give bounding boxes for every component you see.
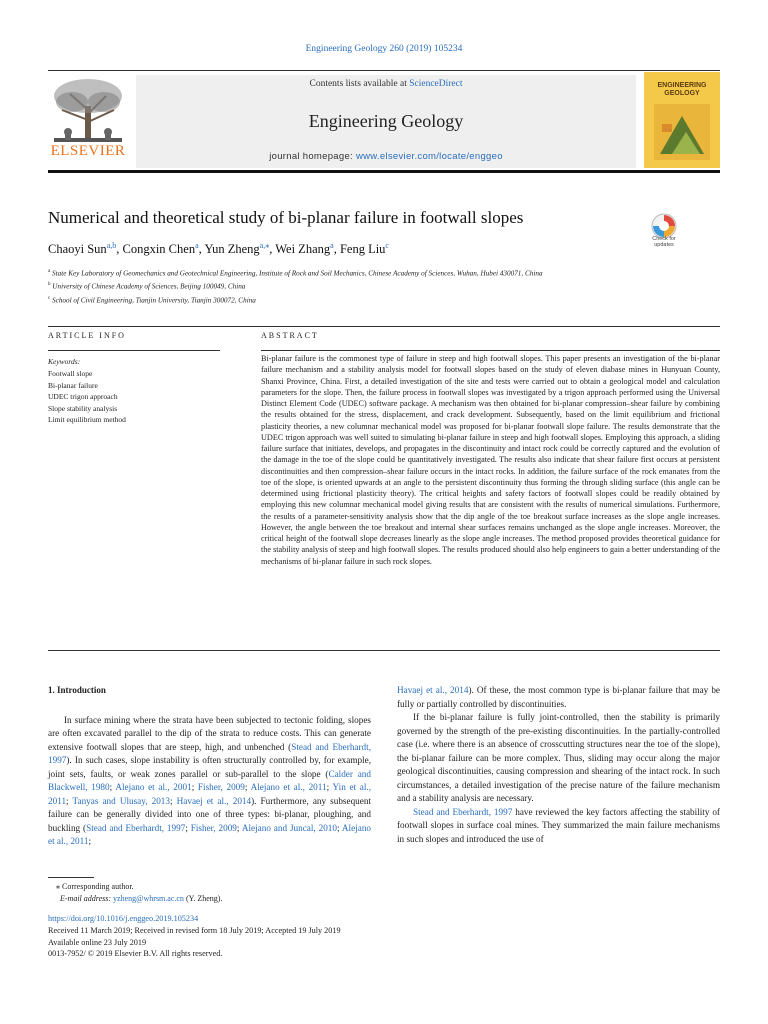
section-title-introduction: 1. Introduction (48, 685, 106, 695)
journal-citation[interactable]: Engineering Geology 260 (2019) 105234 (305, 44, 463, 54)
intro-paragraph-3 (397, 806, 720, 847)
article-info-heading: ARTICLE INFO (48, 331, 126, 340)
body-left-column (48, 684, 371, 849)
doi-link[interactable]: https://doi.org/10.1016/j.enggeo.2019.105234 (48, 914, 199, 923)
cover-title (644, 82, 720, 98)
elsevier-tree-icon (48, 76, 128, 148)
body-right-column (397, 684, 720, 846)
masthead-bottom-rule (48, 170, 720, 173)
keywords-label: Keywords: (48, 357, 81, 366)
keyword-item: Limit equilibrium method (48, 415, 126, 424)
available-online: Available online 23 July 2019 (48, 937, 147, 947)
ref-link[interactable]: Stead and Eberhardt, 1997 (413, 806, 513, 817)
keyword-item: Slope stability analysis (48, 403, 118, 413)
abstract-bottom-rule (48, 650, 720, 651)
homepage-prefix: journal homepage: (269, 151, 353, 162)
author-affiliation-mark[interactable]: a,⁎ (259, 241, 270, 250)
elsevier-logo (48, 76, 128, 168)
intro-paragraph-2: If the bi-planar failure is fully joint-controlled, then the stability is primarily governed by the strength of the pre-existing discontinuities. In the partially-controlled case (i.e. where there is an absence of crosscutting structures near the toe of the slope), the bi-planar failure can be more complex. Thus, sliding may occur along the major geological discontinuities, causing compression and shearing of the intact rock. In such circumstances, a detailed investigation of the precise nature of the failure mechanism and a stability analysis are necessary. (397, 712, 720, 803)
author-name[interactable]: Yun Zheng (204, 242, 260, 257)
received-dates: Received 11 March 2019; Received in revised form 18 July 2019; Accepted 19 July 2019 (48, 925, 341, 935)
author-affiliation-mark[interactable]: a,b (106, 241, 117, 250)
ref-link[interactable]: Fisher, 2009 (190, 822, 237, 833)
journal-name: Engineering Geology (308, 111, 464, 131)
contents-prefix: Contents lists available at (309, 79, 407, 89)
cover-title-line-1: ENGINEERING (657, 82, 707, 89)
ref-link[interactable]: Calder and Blackwell, 1980 (48, 768, 371, 792)
journal-info-box (136, 75, 636, 168)
homepage-link[interactable]: www.elsevier.com/locate/enggeo (355, 151, 503, 162)
email-line (48, 893, 378, 905)
email-link[interactable]: yzheng@whrsm.ac.cn (113, 893, 184, 903)
intro-p1-text-a: In surface mining where the strata have been subjected to tectonic folding, slopes are often excavated parallel to the dip of the strata to reduce costs. This can generate extensive footwall slopes that are steep, high, and unbenched ( (48, 714, 371, 752)
corresponding-author-note: ⁎ Corresponding author. (56, 882, 134, 891)
author-name[interactable]: Wei Zhang (275, 242, 331, 257)
intro-p1-text-d: ). Of these, the most common type is bi-planar failure that may be fully or partially controlled by discontinuities. (397, 685, 720, 709)
intro-p1-text-c: ). Furthermore, any subsequent failure can be generally divided into one of three types: bi-planar, ploughing, and buckling ( (48, 795, 372, 833)
ref-link[interactable]: Alejano et al., 2001 (115, 782, 192, 792)
abstract-rule (261, 350, 720, 351)
author-name[interactable]: Chaoyi Sun (48, 242, 107, 257)
intro-p3-text: have reviewed the key factors affecting the stability of footwall slopes in surface coal mines. They summarized the main failure mechanisms in such slopes and introduced the use of (397, 806, 720, 844)
article-metadata (48, 913, 548, 960)
ref-link[interactable]: Havaej et al., 2014 (176, 795, 252, 806)
journal-cover[interactable] (644, 72, 720, 168)
ref-link[interactable]: Fisher, 2009 (197, 782, 245, 792)
check-for-updates-label-1: Check for (652, 236, 676, 242)
email-label: E-mail address: (60, 893, 112, 903)
sciencedirect-link[interactable]: ScienceDirect (409, 79, 463, 89)
ref-link[interactable]: Yin et al., 2011 (48, 782, 371, 806)
author-affiliation-mark[interactable]: c (385, 241, 389, 250)
publisher-name: ELSEVIER (50, 143, 126, 159)
keyword-item: Footwall slope (48, 369, 93, 378)
intro-p1-text-b: ). In such cases, slope instability is often structurally controlled by, for example, joint sets, faults, or weak zones parallel or sub-parallel to the slope ( (48, 755, 371, 779)
affiliation-key: b (48, 282, 51, 288)
keyword-item: UDEC trigon approach (48, 392, 118, 401)
affiliation-key: a (48, 269, 51, 274)
affiliation-key: c (48, 295, 51, 301)
affiliations (48, 266, 708, 306)
intro-paragraph-1-continued (397, 684, 720, 711)
ref-link[interactable]: Alejano et al., 2011 (48, 822, 372, 846)
journal-masthead (48, 70, 720, 172)
footnote-rule (48, 877, 94, 878)
ref-link[interactable]: Stead and Eberhardt, 1997 (86, 822, 186, 833)
masthead-top-rule (48, 70, 720, 71)
journal-homepage (136, 151, 636, 162)
check-for-updates-label[interactable] (640, 236, 688, 248)
author-list: Chaoyi Sun$^{a,b}$, Congxin Chen$^a$, Yun Zheng$^{a,⁎}$, Wei Zhang$^a$, Feng Liu$^c$ (48, 241, 389, 257)
article-title: Numerical and theoretical study of bi-planar failure in footwall slopes (48, 208, 524, 227)
article-info-rule (48, 350, 220, 351)
keyword-item: Bi-planar failure (48, 380, 98, 390)
abstract-text: Bi-planar failure is the commonest type of failure in steep and high footwall slopes. This paper presents an investigation of the bi-planar failure mechanism and a stability analysis model for footwall slopes based on the study of eleven diabase mines in Hunyuan County, Shanxi Province, China. First, a detailed investigation of the site and tests were carried out to obtain a geological model and calculation parameters for the slope. Then, the failure process in footwall slopes was investigated by a trigon approach performed using the Universal Distinct Element Code (UDEC) software package. A mechanism was then obtained for bi-planar compression–shear failure by combining the results obtained for the stress, displacement, and crack development. Subsequently, based on the limit equilibrium and frictional plasticity theories, a new columnar mechanical model was proposed for bi-planar footwall slope failure. The results demonstrate that the UDEC trigon approach was well suited to simulating bi-planar failure in steep and high footwall slopes. Employing this approach, a sliding failure surface that initiates, develops, and propagates in the discontinuity and intact rock could be correctly captured and the evolution of the damage in the toe of the slope could be quantitatively investigated. The results also indicate that shear failure first occurs at persistent discontinuities and then compression–shear failure occurs in the intact rocks. In addition, the failure surface of the rock emanates from the toe of the slope, is oriented upwards at an angle to the persistent discontinuity thus forming the through sliding surface (this angle can be determined using frictional plasticity theory). The critical heights and safety factors of footwall slopes could be readily obtained by employing this new columnar mechanical model giving results that are consistent with the results of numerical simulations. Furthermore, the results of a parameter-sensitivity analysis show that the dip angle of the toe breakout surface increases as the slope angle increases. However, the angle between the toe breakout and internal shear surfaces remains unchanged as the slope angle increases. Moreover, the critical height of the footwall slope decreases linearly as the slope angle increases. The method proposed provides theoretical guidance for the stability analysis of steep and high footwall slopes. The results produced should also help engineers to gain a better understanding of the mechanisms of bi-planar failure in such rock slopes. (261, 354, 720, 566)
author-affiliation-mark[interactable]: a (195, 241, 199, 250)
author-name[interactable]: Feng Liu (339, 242, 386, 257)
cover-art-icon (654, 104, 710, 160)
info-top-rule (48, 326, 720, 327)
ref-link[interactable]: Alejano and Juncal, 2010 (241, 822, 337, 833)
corresponding-footnote (48, 881, 378, 904)
author-name[interactable]: Congxin Chen (122, 242, 196, 257)
ref-link[interactable]: Tanyas and Ulusay, 2013 (72, 795, 170, 806)
author-affiliation-mark[interactable]: a (330, 241, 334, 250)
email-suffix: (Y. Zheng). (183, 893, 223, 903)
affiliation-item: $^c$ School of Civil Engineering, Tianjin University, Tianjin 300072, China (48, 295, 256, 305)
contents-line (136, 79, 636, 89)
keywords-list (48, 368, 126, 426)
check-for-updates-label-2: updates (654, 242, 674, 248)
cover-title-line-2: GEOLOGY (664, 90, 700, 97)
affiliation-item: $^a$ State Key Laboratory of Geomechanics and Geotechnical Engineering, Institute of Rock and Soil Mechanics, Chinese Academy of Sciences, Wuhan, Hubei 430071, China (48, 269, 543, 278)
copyright: 0013-7952/ © 2019 Elsevier B.V. All rights reserved. (48, 949, 223, 959)
ref-link[interactable]: Alejano et al., 2011 (250, 782, 327, 792)
abstract-heading: ABSTRACT (261, 331, 319, 340)
ref-link[interactable]: Havaej et al., 2014 (397, 685, 469, 695)
affiliation-item: $^b$ University of Chinese Academy of Sciences, Beijing 100049, China (48, 282, 246, 291)
intro-paragraph-1: In surface mining where the strata have been subjected to tectonic folding, slopes are often excavated parallel to the dip of the strata to reduce costs. This can generate extensive footwall slopes that are steep, high, and unbenched (Stead and Eberhardt, 1997). In such cases, slope instability is often structurally controlled by, for example, joint sets, faults, or weak zones parallel or sub-parallel to the slope (Calder and Blackwell, 1980; Alejano et al., 2001; Fisher, 2009; Alejano et al., 2011; Yin et al., 2011; Tanyas and Ulusay, 2013; Havaej et al., 2014). Furthermore, any subsequent failure can be generally divided into one of three types: bi-planar, ploughing, and buckling (Stead and Eberhardt, 1997; Fisher, 2009; Alejano and Juncal, 2010; Alejano et al., 2011; (48, 714, 372, 846)
ref-link[interactable]: Stead and Eberhardt, 1997 (48, 741, 371, 765)
